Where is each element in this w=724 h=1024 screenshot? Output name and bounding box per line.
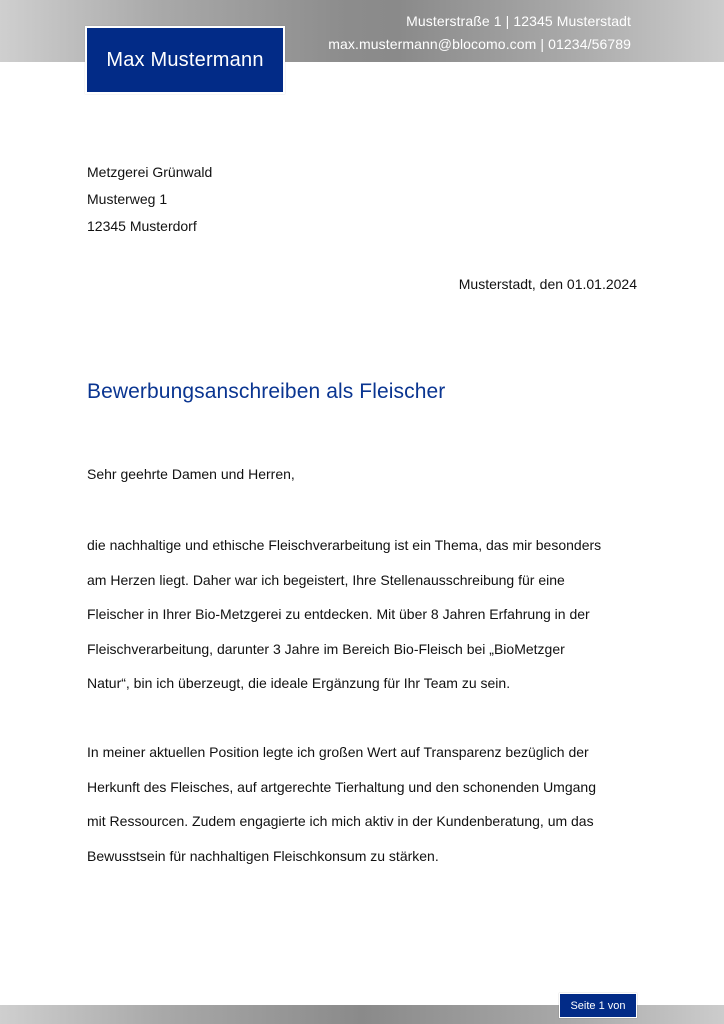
letter-subject: Bewerbungsanschreiben als Fleischer	[87, 380, 446, 403]
text-line: Fleischverarbeitung, darunter 3 Jahre im Bereich Bio-Fleisch bei „BioMetzger	[87, 640, 565, 657]
text-line: Fleischer in Ihrer Bio-Metzgerei zu entdecken. Mit über 8 Jahren Erfahrung in der	[87, 606, 590, 622]
text-line: Bewusstsein für nachhaltigen Fleischkonsum zu stärken.	[87, 847, 439, 864]
recipient-line: 12345 Musterdorf	[87, 218, 197, 234]
page-number-box	[559, 993, 637, 1018]
sender-name: Max Mustermann	[106, 48, 264, 71]
recipient-address	[87, 159, 212, 240]
body-paragraph-1	[87, 528, 647, 701]
text-line: Natur“, bin ich überzeugt, die ideale Ergänzung für Ihr Team zu sein.	[87, 675, 511, 691]
page-number-label: Seite 1 von	[570, 999, 626, 1012]
body-paragraph-2	[87, 735, 647, 873]
sender-email-phone: max.mustermann@blocomo.com | 01234/56789	[328, 36, 631, 52]
text-line: mit Ressourcen. Zudem engagierte ich mich aktiv in der Kundenberatung, um das	[87, 813, 594, 829]
recipient-line: Musterweg 1	[87, 191, 168, 207]
text-line: Herkunft des Fleisches, auf artgerechte Tierhaltung und den schonenden Umgang	[87, 778, 596, 795]
recipient-line: Metzgerei Grünwald	[87, 164, 213, 180]
salutation: Sehr geehrte Damen und Herren,	[87, 466, 295, 482]
sender-contact	[328, 10, 631, 56]
text-line: In meiner aktuellen Position legte ich großen Wert auf Transparenz bezüglich der	[87, 744, 589, 760]
text-line: die nachhaltige und ethische Fleischverarbeitung ist ein Thema, das mir besonders	[87, 537, 602, 553]
sender-name-box	[85, 26, 285, 94]
letter-date: Musterstadt, den 01.01.2024	[458, 276, 637, 292]
text-line: am Herzen liegt. Daher war ich begeistert, Ihre Stellenausschreibung für eine	[87, 571, 565, 588]
sender-address: Musterstraße 1 | 12345 Musterstadt	[406, 13, 631, 29]
